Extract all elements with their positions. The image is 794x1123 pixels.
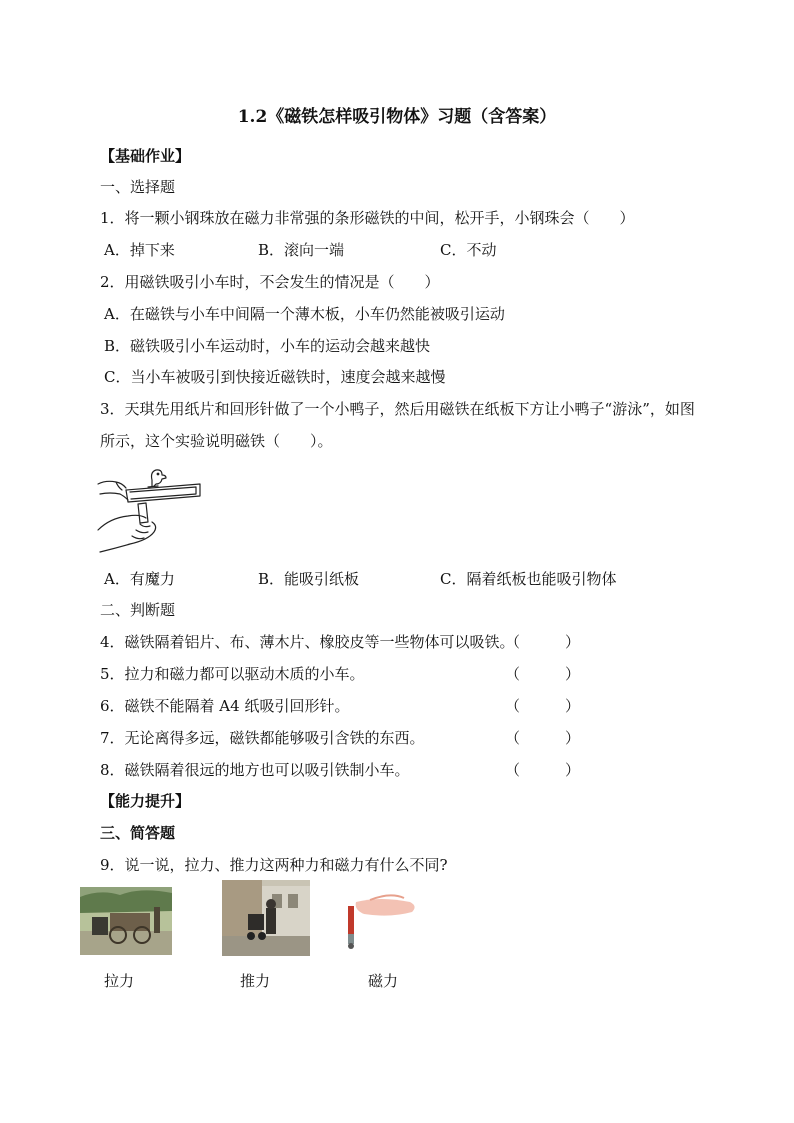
photo-label-push: 推力: [240, 972, 271, 990]
page-title: 1.2《磁铁怎样吸引物体》习题（含答案）: [237, 107, 557, 127]
question-3-line2: 所示，这个实验说明磁铁（ ）。: [100, 432, 333, 450]
section-advanced-heading: 【能力提升】: [100, 792, 191, 810]
judgment-6: 6．磁铁不能隔着 A4 纸吸引回形针。: [100, 697, 350, 715]
question-3-line1: 3．天琪先用纸片和回形针做了一个小鸭子，然后用磁铁在纸板下方让小鸭子“游泳”，如图: [100, 400, 695, 418]
judgment-7: 7．无论离得多远，磁铁都能够吸引含铁的东西。: [100, 729, 425, 747]
pushing-stroller-photo: [222, 880, 310, 956]
section-basic-heading: 【基础作业】: [100, 147, 191, 165]
question-1: 1．将一颗小钢珠放在磁力非常强的条形磁铁的中间，松开手，小钢珠会（ ）: [100, 209, 635, 227]
q1-option-a: A．掉下来: [104, 241, 175, 259]
judgment-4: 4．磁铁隔着铝片、布、薄木片、橡胶皮等一些物体可以吸铁。: [100, 633, 515, 651]
judgment-4-answer-blank: （ ）: [505, 633, 581, 651]
q3-option-a: A．有魔力: [104, 570, 175, 588]
judgment-8: 8．磁铁隔着很远的地方也可以吸引铁制小车。: [100, 761, 410, 779]
question-9: 9．说一说，拉力、推力这两种力和磁力有什么不同?: [100, 856, 448, 874]
part1-heading: 一、选择题: [100, 178, 176, 196]
q2-option-a: A．在磁铁与小车中间隔一个薄木板，小车仍然能被吸引运动: [104, 305, 505, 323]
judgment-7-answer-blank: （ ）: [505, 729, 581, 747]
q1-option-c: C．不动: [440, 241, 497, 259]
magnet-force-photo: [340, 888, 424, 950]
q3-option-c: C．隔着纸板也能吸引物体: [440, 570, 617, 588]
photo-label-magnet: 磁力: [368, 972, 399, 990]
question-2: 2．用磁铁吸引小车时，不会发生的情况是（ ）: [100, 273, 440, 291]
pulling-cart-photo: [80, 887, 172, 955]
q3-option-b: B．能吸引纸板: [258, 570, 360, 588]
judgment-5-answer-blank: （ ）: [505, 665, 581, 683]
q1-option-b: B．滚向一端: [258, 241, 345, 259]
judgment-8-answer-blank: （ ）: [505, 761, 581, 779]
part2-heading: 二、判断题: [100, 601, 176, 619]
judgment-5: 5．拉力和磁力都可以驱动木质的小车。: [100, 665, 365, 683]
q2-option-b: B．磁铁吸引小车运动时，小车的运动会越来越快: [104, 337, 431, 355]
judgment-6-answer-blank: （ ）: [505, 697, 581, 715]
part3-heading: 三、简答题: [100, 824, 176, 842]
duck-magnet-illustration: [96, 460, 208, 556]
photo-label-pull: 拉力: [104, 972, 135, 990]
q2-option-c: C．当小车被吸引到快接近磁铁时，速度会越来越慢: [104, 368, 446, 386]
